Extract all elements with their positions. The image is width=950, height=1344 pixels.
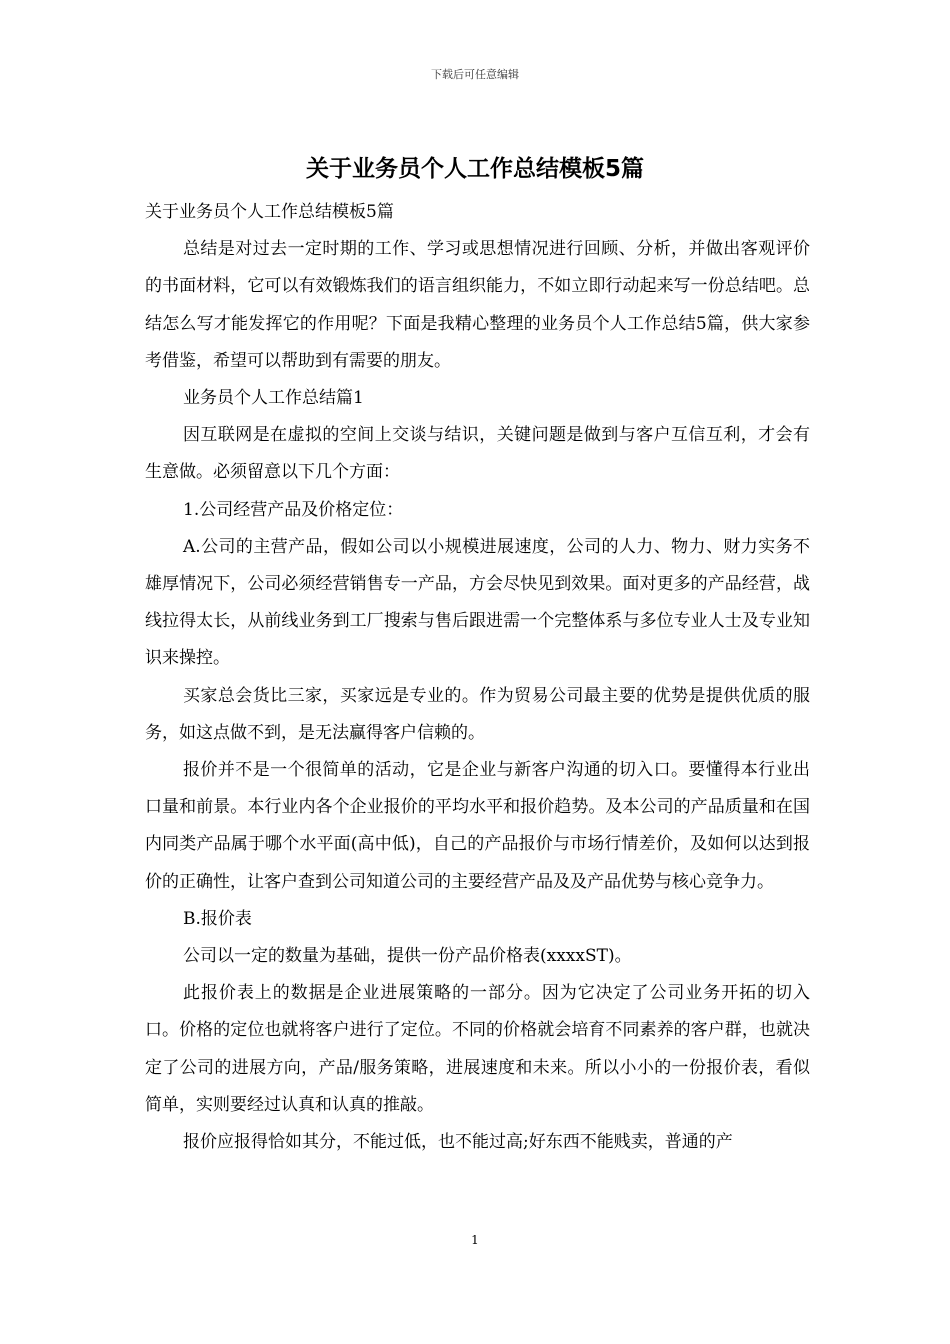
document-title: 关于业务员个人工作总结模板5篇 xyxy=(305,156,644,182)
paragraph: 关于业务员个人工作总结模板5篇 xyxy=(145,202,394,222)
paragraph: 此报价表上的数据是企业进展策略的一部分。因为它决定了公司业务开拓的切入口。价格的定位也就将客户进行了定位。不同的价格就会培育不同素养的客户群，也就决定了公司的进展方向，产品/服务策略，进展速度和未来。所以小小的一份报价表，看似简单，实则要经过认真和认真的推敲。 xyxy=(145,983,810,1115)
paragraph: 总结是对过去一定时期的工作、学习或思想情况进行回顾、分析，并做出客观评价的书面材料，它可以有效锻炼我们的语言组织能力，不如立即行动起来写一份总结吧。总结怎么写才能发挥它的作用呢？下面是我精心整理的业务员个人工作总结5篇，供大家参考借鉴，希望可以帮助到有需要的朋友。 xyxy=(145,239,810,371)
section-heading: 业务员个人工作总结篇1 xyxy=(183,388,364,409)
paragraph: A.公司的主营产品，假如公司以小规模进展速度，公司的人力、物力、财力实务不雄厚情况下，公司必须经营销售专一产品，方会尽快见到效果。面对更多的产品经营，战线拉得太长，从前线业务到工厂搜索与售后跟进需一个完整体系与多位专业人士及专业知识来操控。 xyxy=(145,536,810,669)
paragraph: 买家总会货比三家，买家远是专业的。作为贸易公司最主要的优势是提供优质的服务，如这点做不到，是无法赢得客户信赖的。 xyxy=(145,685,810,743)
page-header-note: 下载后可任意编辑 xyxy=(431,68,519,81)
list-item-heading: 1.公司经营产品及价格定位： xyxy=(183,499,404,520)
paragraph: 因互联网是在虚拟的空间上交谈与结识，关键问题是做到与客户互信互利，才会有生意做。必须留意以下几个方面： xyxy=(145,425,810,483)
list-item-heading: B.报价表 xyxy=(183,908,252,929)
paragraph: 公司以一定的数量为基础，提供一份产品价格表(xxxxST)。 xyxy=(183,946,632,967)
paragraph: 报价并不是一个很简单的活动，它是企业与新客户沟通的切入口。要懂得本行业出口量和前景。本行业内各个企业报价的平均水平和报价趋势。及本公司的产品质量和在国内同类产品属于哪个水平面(高中低)，自己的产品报价与市场行情差价，及如何以达到报价的正确性，让客户查到公司知道公司的主要经营产品及及产品优势与核心竞争力。 xyxy=(145,760,810,892)
document-body xyxy=(145,194,810,1161)
page-number: 1 xyxy=(471,1233,479,1247)
paragraph: 报价应报得恰如其分，不能过低，也不能过高;好东西不能贱卖，普通的产 xyxy=(183,1132,733,1153)
